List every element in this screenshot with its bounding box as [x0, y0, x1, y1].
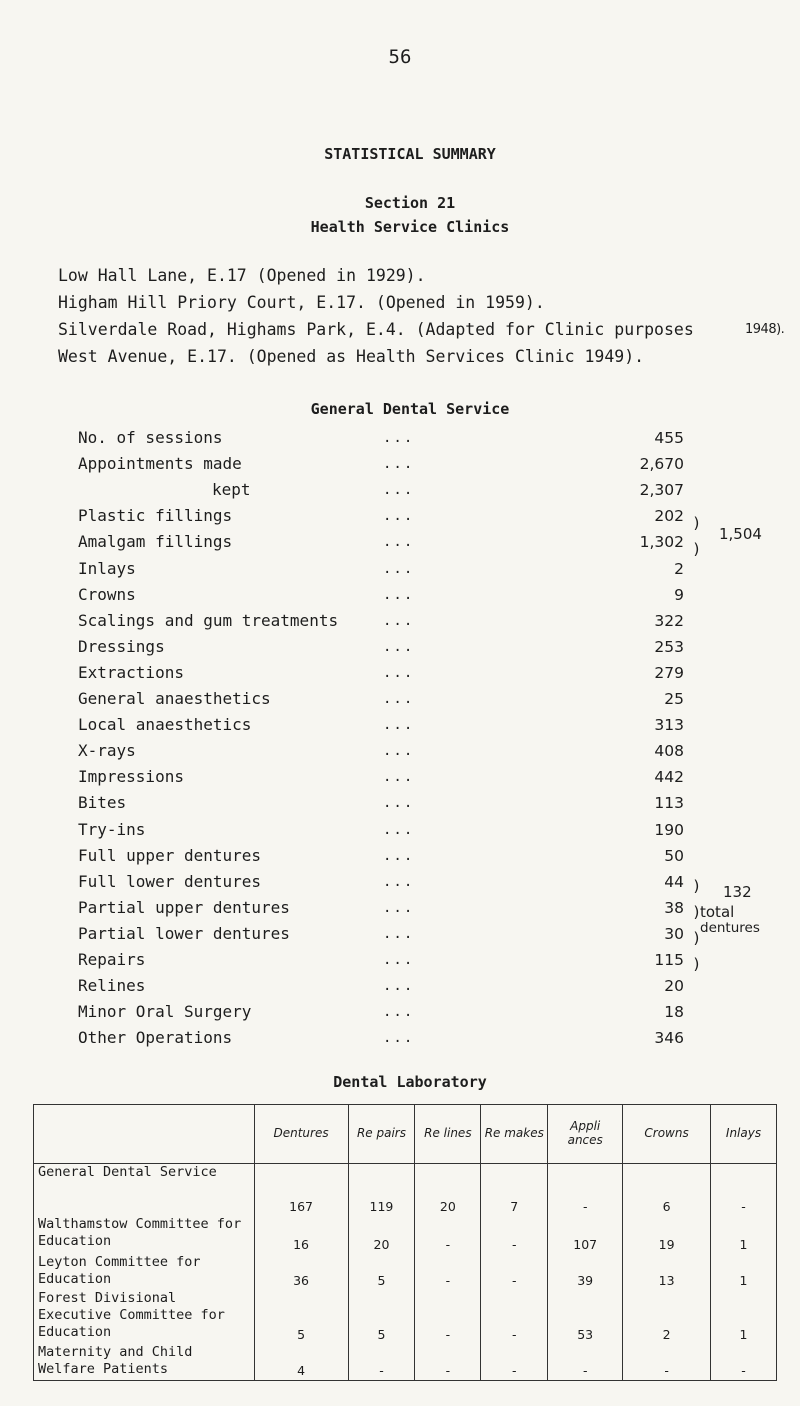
leader-dots: ...: [383, 612, 415, 629]
dental-row-label: Partial lower dentures: [78, 923, 290, 943]
leader-dots: ...: [383, 821, 415, 838]
dental-row-label: Try-ins: [78, 819, 146, 839]
lab-row-organisation: Forest Divisional Executive Committee for Education: [34, 1290, 255, 1344]
dental-row-value: 44: [664, 872, 684, 891]
dental-row-value: 322: [654, 611, 684, 630]
dental-row-label: Full upper dentures: [78, 845, 262, 865]
lab-column-header: Re pairs: [348, 1105, 415, 1164]
dental-row-label: Crowns: [78, 584, 136, 604]
page-number: 56: [388, 46, 412, 68]
leader-dots: ...: [383, 847, 415, 864]
lab-table-row: [34, 1164, 777, 1216]
lab-cell: 36: [254, 1254, 348, 1290]
dental-row-value: 408: [654, 742, 684, 761]
leader-dots: ...: [383, 1030, 415, 1047]
dental-row-value: 253: [654, 637, 684, 656]
fillings-bracket: ): [692, 514, 702, 532]
leader-dots: ...: [383, 482, 415, 499]
dental-row-value: 30: [664, 924, 684, 943]
dental-row-value: 20: [664, 977, 684, 996]
section-number: Section 21: [364, 194, 456, 212]
dental-row-label: Plastic fillings: [78, 506, 233, 526]
dentures-bracket: ): [692, 955, 702, 973]
dental-row-label: Inlays: [78, 558, 136, 578]
dental-row-label: Bites: [78, 793, 127, 813]
dental-row-label: Appointments made: [78, 454, 242, 474]
lab-cell: 107: [548, 1216, 623, 1254]
lab-cell: 2: [623, 1290, 711, 1344]
lab-cell: -: [711, 1344, 777, 1381]
lab-cell: 20: [415, 1164, 481, 1216]
dental-row-label: Relines: [78, 976, 146, 996]
dental-row-label: X-rays: [78, 741, 136, 761]
leader-dots: ...: [383, 769, 415, 786]
clinic-address: Low Hall Lane, E.17 (Opened in 1929).: [58, 266, 426, 285]
dentures-total-number: 132: [723, 883, 752, 901]
lab-cell: 19: [623, 1216, 711, 1254]
dentures-total-label: total: [700, 903, 735, 921]
lab-cell: -: [415, 1344, 481, 1381]
leader-dots: ...: [383, 586, 415, 603]
lab-cell: 5: [254, 1290, 348, 1344]
lab-cell: 1: [711, 1254, 777, 1290]
dental-row-label: kept: [212, 480, 251, 500]
lab-column-header: Dentures: [254, 1105, 348, 1164]
lab-row-organisation: General Dental Service: [34, 1164, 255, 1216]
lab-cell: 1: [711, 1216, 777, 1254]
dentures-total-unit: dentures: [700, 920, 760, 936]
dental-row-label: General anaesthetics: [78, 689, 271, 708]
lab-column-header: Re lines: [415, 1105, 481, 1164]
lab-table-row: [34, 1344, 777, 1381]
lab-column-header: Crowns: [623, 1105, 711, 1164]
dentures-bracket: ): [692, 929, 702, 947]
lab-cell: -: [415, 1290, 481, 1344]
dental-service-title: General Dental Service: [310, 400, 510, 418]
dentures-bracket: ): [692, 877, 702, 895]
lab-table-row: [34, 1216, 777, 1254]
leader-dots: ...: [383, 925, 415, 942]
lab-row-organisation: Leyton Committee for Education: [34, 1254, 255, 1290]
lab-cell: -: [415, 1216, 481, 1254]
leader-dots: ...: [383, 456, 415, 473]
leader-dots: ...: [383, 691, 415, 707]
dental-row-label: Partial upper dentures: [78, 897, 290, 917]
lab-cell: -: [415, 1254, 481, 1290]
leader-dots: ...: [383, 743, 415, 760]
lab-cell: -: [623, 1344, 711, 1381]
lab-cell: -: [711, 1164, 777, 1216]
lab-cell: 167: [254, 1164, 348, 1216]
leader-dots: ...: [383, 638, 415, 655]
clinic-address: Higham Hill Priory Court, E.17. (Opened in 1959).: [58, 293, 545, 312]
lab-cell: -: [548, 1164, 623, 1216]
lab-cell: 20: [348, 1216, 415, 1254]
section-title: Health Service Clinics: [310, 218, 510, 236]
lab-cell: -: [481, 1254, 548, 1290]
leader-dots: ...: [383, 978, 415, 995]
dental-row-label: Full lower dentures: [78, 871, 262, 891]
lab-cell: 53: [548, 1290, 623, 1344]
dental-row-value: 2: [674, 559, 684, 578]
leader-dots: ...: [383, 952, 415, 968]
clinic-address: Silverdale Road, Highams Park, E.4. (Adapted for Clinic purposes: [58, 320, 694, 339]
leader-dots: ...: [383, 664, 415, 681]
leader-dots: ...: [383, 534, 415, 551]
dental-row-value: 190: [654, 820, 684, 839]
lab-cell: -: [348, 1344, 415, 1381]
lab-table-row: [34, 1254, 777, 1290]
dental-row-value: 9: [674, 585, 684, 604]
clinic-address: West Avenue, E.17. (Opened as Health Services Clinic 1949).: [58, 347, 645, 366]
lab-cell: -: [548, 1344, 623, 1381]
lab-cell: 5: [348, 1254, 415, 1290]
dental-row-value: 442: [654, 768, 684, 787]
dental-row-value: 202: [654, 507, 684, 526]
lab-row-organisation: Maternity and Child Welfare Patients: [34, 1344, 255, 1381]
dental-row-value: 18: [664, 1003, 684, 1022]
leader-dots: ...: [383, 717, 415, 734]
fillings-bracket: ): [692, 540, 702, 558]
dental-row-label: Dressings: [78, 636, 165, 656]
dentures-bracket: ): [692, 903, 702, 921]
summary-title: STATISTICAL SUMMARY: [324, 145, 496, 163]
dental-row-label: Extractions: [78, 662, 184, 682]
dental-row-label: Minor Oral Surgery: [78, 1002, 252, 1022]
dental-row-value: 25: [664, 690, 684, 708]
dental-row-label: Repairs: [78, 950, 146, 969]
lab-cell: 5: [348, 1290, 415, 1344]
lab-cell: 16: [254, 1216, 348, 1254]
leader-dots: ...: [383, 873, 415, 890]
lab-cell: 39: [548, 1254, 623, 1290]
dental-row-value: 113: [654, 794, 684, 813]
fillings-total: 1,504: [719, 525, 762, 543]
lab-row-organisation: Walthamstow Committee for Education: [34, 1216, 255, 1254]
lab-table-row: [34, 1290, 777, 1344]
leader-dots: ...: [383, 795, 415, 812]
lab-cell: -: [481, 1216, 548, 1254]
lab-column-header: Inlays: [711, 1105, 777, 1164]
leader-dots: ...: [383, 560, 415, 577]
lab-cell: 119: [348, 1164, 415, 1216]
dental-row-label: Impressions: [78, 767, 184, 787]
leader-dots: ...: [383, 899, 415, 916]
leader-dots: ...: [383, 508, 415, 525]
dental-row-value: 313: [654, 716, 684, 735]
leader-dots: ...: [383, 430, 415, 446]
dental-row-label: Other Operations: [78, 1028, 233, 1048]
dental-row-value: 2,670: [639, 455, 684, 474]
lab-column-header: [34, 1105, 255, 1164]
lab-cell: 6: [623, 1164, 711, 1216]
lab-cell: 7: [481, 1164, 548, 1216]
dental-row-value: 2,307: [639, 481, 684, 500]
lab-cell: -: [481, 1290, 548, 1344]
lab-column-header: Appli ances: [548, 1105, 623, 1164]
lab-title: Dental Laboratory: [333, 1073, 487, 1091]
lab-cell: 1: [711, 1290, 777, 1344]
dental-row-value: 50: [664, 846, 684, 865]
lab-cell: 13: [623, 1254, 711, 1290]
dental-row-value: 279: [654, 663, 684, 682]
lab-cell: -: [481, 1344, 548, 1381]
dental-row-value: 455: [654, 429, 684, 447]
lab-cell: 4: [254, 1344, 348, 1381]
clinic-address-overflow: 1948).: [745, 322, 785, 337]
dental-row-label: No. of sessions: [78, 428, 223, 447]
dental-row-value: 115: [654, 951, 684, 969]
dental-laboratory-table: [33, 1104, 777, 1381]
dental-row-value: 1,302: [639, 533, 684, 552]
lab-column-header: Re makes: [481, 1105, 548, 1164]
dental-row-value: 38: [664, 898, 684, 917]
dental-row-label: Local anaesthetics: [78, 715, 252, 735]
dental-row-label: Scalings and gum treatments: [78, 610, 339, 630]
leader-dots: ...: [383, 1004, 415, 1021]
dental-row-label: Amalgam fillings: [78, 532, 233, 552]
dental-row-value: 346: [654, 1029, 684, 1048]
